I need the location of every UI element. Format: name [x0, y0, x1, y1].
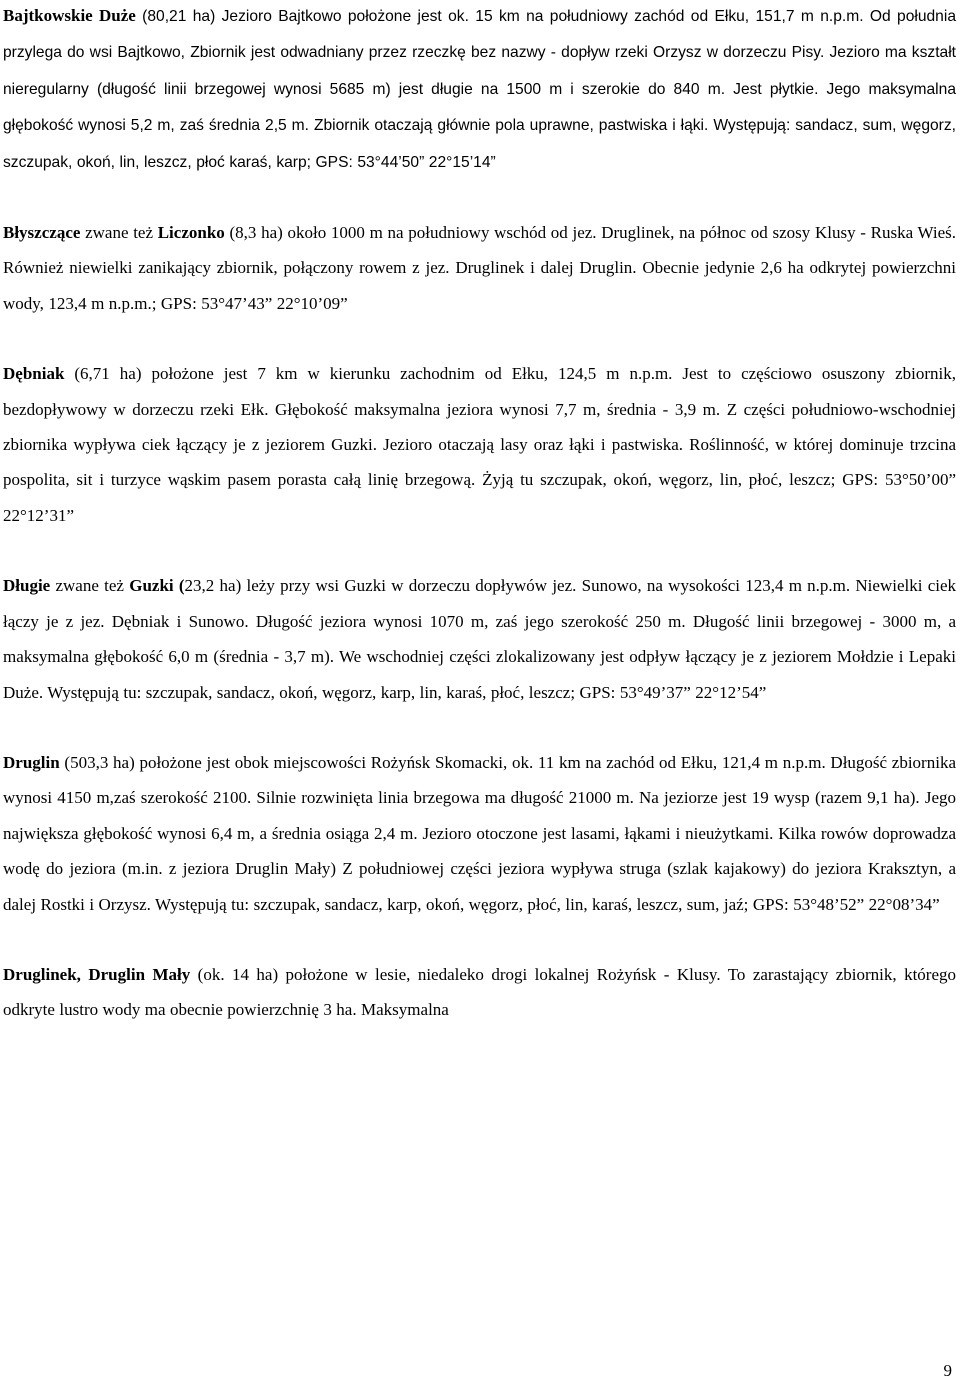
paragraph-text: (ok. 14 ha) położone w lesie, niedaleko drogi lokalnej Rożyńsk - Klusy. To zarastający zbiornik, którego odkryte lustro wody ma obecnie powierzchnię 3 ha. Maksymalna	[3, 964, 956, 1020]
lake-name-blyszczace: Błyszczące	[3, 223, 81, 243]
paragraph-text: (6,71 ha) położone jest 7 km w kierunku zachodnim od Ełku, 124,5 m n.p.m. Jest to częściowo osuszony zbiornik, bezdopływowy w dorzeczu rzeki Ełk. Głębokość maksymalna jeziora wynosi 7,7 m, średnia - 3,9 m. Z części południowo-wschodniej zbiornika wypływa ciek łączący je z jeziorem Guzki. Jezioro otaczają lasy oraz łąki i pastwiska. Roślinność, w której dominuje trzcina pospolita, sit i turzyce wąskim pasem porasta całą linię brzegową. Żyją tu szczupak, okoń, węgorz, lin, płoć, leszcz; GPS: 53°50’00” 22°12’31”	[3, 364, 956, 525]
lake-alias-guzki: Guzki (	[129, 576, 185, 596]
paragraph-debniak	[3, 356, 956, 533]
page-number: 9	[943, 1361, 952, 1380]
lake-name-dlugie: Długie	[3, 576, 51, 596]
paragraph-text: (80,21 ha) Jezioro Bajtkowo położone jest ok. 15 km na południowy zachód od Ełku, 151,7 m n.p.m. Od południa przylega do wsi Bajtkowo, Zbiornik jest odwadniany przez rzeczkę bez nazwy - dopływ rzeki Orzysz w dorzeczu Pisy. Jezioro ma kształt nieregularny (długość linii brzegowej wynosi 5685 m) jest długie na 1500 m i szerokie do 840 m. Jest płytkie. Jego maksymalna głębokość wynosi 5,2 m, zaś średnia 2,5 m. Zbiornik otaczają głównie pola uprawne, pastwiska i łąki. Występują: sandacz, sum, węgorz, szczupak, okoń, lin, leszcz, płoć karaś, karp; GPS: 53°44’50” 22°15’14”	[3, 8, 956, 171]
paragraph-text: zwane też	[80, 223, 158, 243]
lake-name-druglin: Druglin	[3, 752, 60, 772]
paragraph-bajtkowskie	[3, 0, 956, 180]
paragraph-text: 23,2 ha) leży przy wsi Guzki w dorzeczu dopływów jez. Sunowo, na wysokości 123,4 m n.p.m. Niewielki ciek łączy je z jez. Dębniak i Sunowo. Długość jeziora wynosi 1070 m, zaś jego szerokość 250 m. Długość linii brzegowej - 3000 m, a maksymalna głębokość 6,0 m (średnia - 3,7 m). We wschodniej części zlokalizowany jest odpływ łączący je z jeziorem Mołdzie i Lepaki Duże. Występują tu: szczupak, sandacz, okoń, węgorz, karp, lin, karaś, płoć, leszcz; GPS: 53°49’37” 22°12’54”	[3, 576, 957, 702]
paragraph-text: (503,3 ha) położone jest obok miejscowości Rożyńsk Skomacki, ok. 11 km na zachód od Ełku, 121,4 m n.p.m. Długość zbiornika wynosi 4150 m,zaś szerokość 2100. Silnie rozwinięta linia brzegowa ma długość 21000 m. Na jeziorze jest 19 wysp (razem 9,1 ha). Jego największa głębokość wynosi 6,4 m, a średnia osiąga 2,4 m. Jezioro otoczone jest lasami, łąkami i nieużytkami. Kilka rowów doprowadza wodę do jeziora (m.in. z jeziora Druglin Mały) Z południowej części jeziora wypływa struga (szlak kajakowy) do jeziora Kraksztyn, a dalej Rostki i Orzysz. Występują tu: szczupak, sandacz, karp, okoń, węgorz, płoć, lin, karaś, leszcz, sum, jaź; GPS: 53°48’52” 22°08’34”	[3, 752, 956, 914]
lake-alias-liczonko: Liczonko	[157, 223, 225, 243]
paragraph-druglinek	[3, 957, 956, 1028]
lake-name-debniak: Dębniak	[3, 364, 65, 384]
paragraph-druglin	[3, 745, 956, 922]
paragraph-text: (8,3 ha) około 1000 m na południowy wschód od jez. Druglinek, na północ od szosy Klusy - Ruska Wieś. Również niewielki zanikający zbiornik, połączony rowem z jez. Druglinek i dalej Druglin. Obecnie jedynie 2,6 ha odkrytej powierzchni wody, 123,4 m n.p.m.; GPS: 53°47’43” 22°10’09”	[3, 223, 957, 313]
paragraph-blyszczace	[3, 215, 956, 321]
lake-name-druglinek: Druglinek, Druglin Mały	[3, 964, 191, 984]
paragraph-dlugie	[3, 568, 956, 710]
paragraph-text: zwane też	[50, 576, 130, 596]
lake-name-bajtkowskie: Bajtkowskie Duże	[3, 6, 136, 25]
